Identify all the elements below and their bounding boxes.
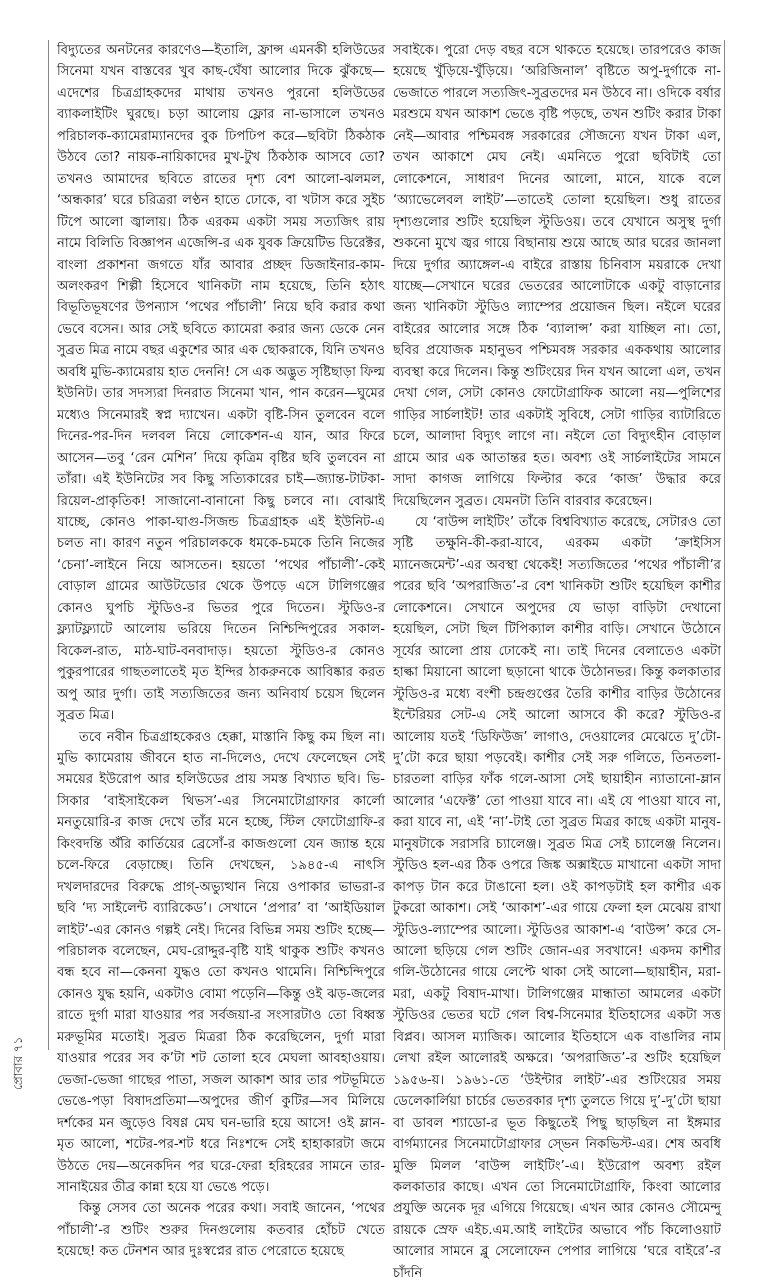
right-margin-rule	[724, 40, 725, 1050]
left-margin-rule	[48, 40, 49, 1050]
paragraph: সবাইকে। পুরো দেড় বছর বসে থাকতে হয়েছে। তারপরেও কাজ হয়েছে খুঁড়িয়ে-খুঁড়িয়ে। ‘অরিজিনাল’ বৃষ্টিতে অপু-দুর্গাকে না-ভেজাতে পারলে সত্যজিৎ-সুব্রতদের মন উঠবে না। ওদিকে বর্ষার মরশুমে যখন আকাশ ভেঙে বৃষ্টি পড়ছে, তখন শুটিং করার টাকা নেই—আবার পশ্চিমবঙ্গ সরকারের সৌজন্যে যখন টাকা এল, তখন আকাশে মেঘ নেই। এমনিতে পুরো ছবিটাই তো লোকেশনে, সাধারণ দিনের আলো, মানে, যাকে বলে ‘অ্যাভেলেবল লাইট’—তাতেই তোলা হয়েছিল। শুধু রাতের দৃশ্যগুলোর শুটিং হয়েছিল স্টুডিওয়। তবে যেখানে অসুস্থ দুর্গা শুকনো মুখে জ্বর গায়ে বিছানায় শুয়ে আছে আর ঘরের জানলা দিয়ে দুর্গার অ্যাঙ্গেল-এ বাইরে রাস্তায় চিনিবাস ময়রাকে দেখা যাচ্ছে—সেখানে ঘরের ভেতরের আলোটাকে একটু বাড়ানোর জন্য খানিকটা স্টুডিও ল্যাম্পের প্রয়োজন ছিল। নইলে ঘরের বাইরের আলোর সঙ্গে ঠিক ‘ব্যালান্স’ করা যাচ্ছিল না। তো, ছবির প্রযোজক মহানুভব পশ্চিমবঙ্গ সরকার এককথায় আলোর ব্যবস্থা করে দিলেন। কিন্তু শুটিংয়ের দিন যখন আলো এল, তখন দেখা গেল, সেটা কোনও ফোটোগ্রাফিক আলো নয়—পুলিশের গাড়ির সার্চলাইট! তার একটাই সুবিধে, সেটা গাড়ির ব্যাটারিতে চলে, আলাদা বিদ্যুৎ লাগে না। নইলে তো বিদ্যুৎহীন বোড়াল গ্রামে আর এক আতান্তর হত। অবশ্য ওই সার্চলাইটের সামনে সাদা কাগজ লাগিয়ে ফিল্টার করে ‘কাজ’ উদ্ধার করে দিয়েছিলেন সুব্রত। যেমনটা তিনি বারবার করেছেন।	[393, 43, 721, 509]
right-column	[393, 40, 721, 1284]
paragraph: তবে নবীন চিত্রগ্রাহকেরও হেক্কা, মাস্তানি কিছু কম ছিল না। মুভি ক্যামেরায় জীবনে হাত না-দিলেও, দেখে ফেলেছেন সেই সময়ের ইউরোপ আর হলিউডের প্রায় সমস্ত বিখ্যাত ছবি। ভি-সিকার ‘বাইসাইকেল থিভস’-এর সিনেমাটোগ্রাফার কার্লো মনতুয়োরি-র কাজ দেখে তাঁর মনে হচ্ছে, স্টিল ফোটোগ্রাফি-র কিংবদন্তি অঁরি কার্তিয়ের ব্রেসোঁ-র কাজগুলো যেন জ্যান্ত হয়ে চলে-ফিরে বেড়াচ্ছে। তিনি দেখছেন, ১৯৪৫-এ নাৎসি দখলদারদের বিরুদ্ধে প্রাগ্-অভ্যুত্থান নিয়ে ওপাকার ভাভরা-র ছবি ‘দ্য সাইলেন্ট ব্যারিকেড’। সেখানে ‘প্রপার’ বা ‘আইডিয়াল লাইট’-এর কোনও গল্পই নেই। দিনের বিভিন্ন সময় শুটিং হচ্ছে—পরিচালক বলেছেন, মেঘ-রোদ্দুর-বৃষ্টি যাই থাকুক শুটিং কখনও বন্ধ হবে না—কেননা যুদ্ধও তো কখনও থামেনি। নিশ্চিন্দিপুরে কোনও যুদ্ধ হয়নি, একটাও বোমা পড়েনি—কিন্তু ওই ঝড়-জলের রাতে দুর্গা মারা যাওয়ার পর সর্বজয়া-র সংসারটাও তো বিধ্বস্ত মরুভূমির মতোই। সুব্রত মিত্ররা ঠিক করেছিলেন, দুর্গা মারা যাওয়ার পরের সব ক’টা শট তোলা হবে মেঘলা আবহাওয়ায়। ভেজা-ভেজা গাছের পাতা, সজল আকাশ আর তার পটভূমিতে ভেঙে-পড়া বিষাদপ্রতিমা—অপুদের জীর্ণ কুটির—সব মিলিয়ে দর্শকের মন জুড়েও বিষণ্ণ মেঘ ঘন-ভারি হয়ে আসে! ওই ম্লান-মৃত আলো, শটের-পর-শট ধরে নিঃশব্দে সেই হাহাকারটা জমে উঠতে দেয়—অনেকদিন পর ঘরে-ফেরা হরিহরের সামনে তার-সানাইয়ের তীব্র কান্না হয়ে যা ভেঙে পড়ে।	[57, 729, 385, 1196]
left-column	[57, 40, 385, 1263]
paragraph: বিদ্যুতের অনটনের কারণেও—ইতালি, ফ্রান্স এমনকী হলিউডের সিনেমা যখন বাস্তবের খুব কাছ-ঘেঁষা আলোর দিকে ঝুঁকছে—এদেশের চিত্রগ্রাহকদের মাথায় তখনও পুরনো হলিউডের ব্যাকলাইটিং ঘুরছে। চড়া আলোয় ফ্লোর না-ভাসালে তখনও পরিচালক-ক্যামেরাম্যানদের বুক ঢিপঢিপ করে—ছবিটা ঠিকঠাক উঠবে তো? নায়ক-নায়িকাদের মুখ-টুখ ঠিকঠাক আসবে তো? তখনও আমাদের ছবিতে রাতের দৃশ্য বেশ আলো-ঝলমল, ‘অন্ধকার’ ঘরে চরিত্ররা লণ্ঠন হাতে ঢোকে, বা খটাস করে সুইচ টিপে আলো জ্বালায়। ঠিক এরকম একটা সময় সত্যজিৎ রায় নামে বিলিতি বিজ্ঞাপন এজেন্সি-র এক যুবক ক্রিয়েটিভ ডিরেক্টর, বাংলা প্রকাশনা জগতে যাঁর আবার প্রচ্ছদ ডিজাইনার-কাম-অলংকরণ শিল্পী হিসেবে খানিকটা নাম হয়েছে, তিনি হঠাৎ বিভূতিভূষণের উপন্যাস ‘পথের পাঁচালী’ নিয়ে ছবি করার কথা ভেবে বসেন। আর সেই ছবিতে ক্যামেরা করার জন্য ডেকে নেন সুব্রত মিত্র নামে বছর একুশের আর এক ছোকরাকে, যিনি তখনও অবধি মুভি-ক্যামেরায় হাত দেননি! সে এক অদ্ভুত সৃষ্টিছাড়া ফিল্ম ইউনিট। তার সদস্যরা দিনরাত সিনেমা খান, পান করেন—ঘুমের মধ্যেও সিনেমারই স্বপ্ন দ্যাখেন। একটা বৃষ্টি-সিন তুলবেন বলে দিনের-পর-দিন দলবল নিয়ে লোকেশন-এ যান, আর ফিরে আসেন—তবু ‘রেন মেশিন’ দিয়ে কৃত্রিম বৃষ্টির ছবি তুলবেন না তাঁরা। এই ইউনিটের সব কিছু সত্যিকারের চাই—জ্যান্ত-টাটকা-রিয়েল-প্রাকৃতিক! সাজানো-বানানো কিছু চলবে না। বোঝাই যাচ্ছে, কোনও পাকা-ঘাগু-সিজন্ড চিত্রগ্রাহক এই ইউনিট-এ চলত না। কারণ নতুন পরিচালককে ধমকে-চমকে তিনি নিজের ‘চেনা’-লাইনে নিয়ে আসতেন। হয়তো ‘পথের পাঁচালী’-কেই বোড়াল গ্রামের আউটডোর থেকে উপড়ে এসে টালিগঞ্জের কোনও ঘুপচি স্টুডিও-র ভিতর পুরে দিতেন। স্টুডিও-র ফ্ল্যাটফ্ল্যাটে আলোয় ভরিয়ে দিতেন নিশ্চিন্দিপুরের সকাল-বিকেল-রাত, মাঠ-ঘাট-বনবাদাড়। হয়তো স্টুডিও-র কোনও পুকুরপারের গাছতলাতেই মৃত ইন্দির ঠাকরুনকে আবিষ্কার করত অপু আর দুর্গা। তাই সত্যজিতের জন্য অনিবার্য চয়েস ছিলেন সুব্রত মিত্র।	[57, 43, 385, 724]
paragraph: যে ‘বাউন্স লাইটিং’ তাঁকে বিশ্ববিখ্যাত করেছে, সেটারও তো সৃষ্টি তক্ষুনি-কী-করা-যাবে, এরকম একটা ‘ক্রাইসিস ম্যানেজমেন্ট’-এর অবস্থা থেকেই! সত্যজিতের ‘পথের পাঁচালী’র পরের ছবি ‘অপরাজিত’-র বেশ খানিকটা শুটিং হয়েছিল কাশীর লোকেশনে। সেখানে অপুদের যে ভাড়া বাড়িটা দেখানো হয়েছিল, সেটা ছিল টিপিক্যাল কাশীর বাড়ি। সেখানে উঠোনে সূর্যের আলো প্রায় ঢোকেই না। তাই দিনের বেলাতেও একটা হাল্কা মিয়ানো আলো ছড়ানো থাকে উঠোনভর। কিন্তু কলকাতার স্টুডিও-র মধ্যে বংশী চন্দ্রগুপ্তের তৈরি কাশীর বাড়ির উঠোনের ইন্টেরিয়র সেট-এ সেই আলো আসবে কী করে? স্টুডিও-র আলোয় যতই ‘ডিফিউজ’ লাগাও, দেওয়ালের মেঝেতে দু’টো-দু’টো করে ছায়া পড়বেই। কাশীর সেই সরু গলিতে, তিনতলা-চারতলা বাড়ির ফাঁক গলে-আসা সেই ছায়াহীন ন্যাতানো-ম্লান আলোর ‘এফেক্ট’ তো পাওয়া যাবে না। এই যে পাওয়া যাবে না, করা যাবে না, এই ‘না’-টাই তো সুব্রত মিত্রর কাছে একটা মানুষ-মানুষটাকে সরাসরি চ্যালেঞ্জ। সুব্রত মিত্র সেই চ্যালেঞ্জ নিলেন। স্টুডিও হল-এর ঠিক ওপরে জিঙ্ক অক্সাইডে মাখানো একটা সাদা কাপড় টান করে টাঙানো হল। ওই কাপড়টাই হল কাশীর এক টুকরো আকাশ। সেই ‘আকাশ’-এর গায়ে ফেলা হল মেঝেয় রাখা স্টুডিও-ল্যাম্পের আলো। স্টুডিওর আকাশ-এ ‘বাউন্স’ করে সে-আলো ছড়িয়ে গেল শুটিং জোন-এর সবখানে! একদম কাশীর গলি-উঠোনের গায়ে লেপ্টে থাকা সেই আলো—ছায়াহীন, মরা-মরা, একটু বিষাদ-মাখা। টালিগঞ্জের মান্ধাতা আমলের একটা স্টুডিওর ভেতর ঘটে গেল বিশ্ব-সিনেমার ইতিহাসের একটা সত্ত বিপ্লব। আসল ম্যাজিক। আলোর ইতিহাসে এক বাঙালির নাম লেখা রইল আলোরই অক্ষরে। ‘অপরাজিত’-র শুটিং হয়েছিল ১৯৫৬-য়। ১৯৬১-তে ‘উইন্টার লাইট’-এর শুটিংয়ের সময় ডেলেকার্লিয়া চার্চের ভেতরকার দৃশ্য তুলতে গিয়ে দু’-দু’টো ছায়া বা ডাবল শ্যাডো-র ভূত কিছুতেই পিছু ছাড়ছিল না ইঙ্গমার বার্গম্যানের সিনেমাটোগ্রাফার স্ভেন নিকভিস্ট-এর। শেষ অবধি মুক্তি মিলল ‘বাউন্স লাইটিং’-এ। ইউরোপ অবশ্য রইল কলকাতার কাছে। এখন তো সিনেমাটোগ্রাফি, কিংবা আলোর প্রযুক্তি অনেক দূর এগিয়ে গিয়েছে। এখন আর কোনও সৌমেন্দু রায়কে স্রেফ এইচ.এম.আই লাইটের অভাবে পাঁচ কিলোওয়াট আলোর সামনে ব্লু সেলোফেন পেপার লাগিয়ে ‘ঘরে বাইরে’-র চাঁদনি	[393, 514, 721, 1281]
paragraph: কিন্তু সেসব তো অনেক পরের কথা। সবাই জানেন, ‘পথের পাঁচালী’-র শুটিং শুরুর দিনগুলোয় কতবার হোঁচট খেতে হয়েছে! কত টেনশন আর দুঃস্বপ্নের রাত পেরোতে হয়েছে	[57, 1201, 385, 1260]
page-folio: প্রোবার ৭১	[11, 1036, 25, 1090]
